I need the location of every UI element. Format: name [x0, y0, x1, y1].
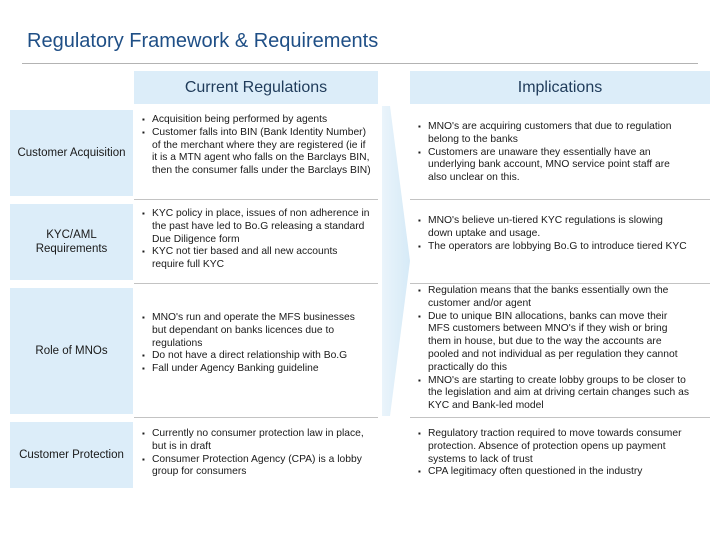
row-label-role-of-mnos: Role of MNOs: [10, 288, 133, 414]
list-item: ▪ Consumer Protection Agency (CPA) is a lobby group for consumers: [142, 453, 362, 478]
list-item: ▪ MNO's are acquiring customers that due to regulation belong to the banks: [418, 121, 672, 145]
chevron-arrow-icon: [382, 106, 410, 416]
list-item: ▪ Customers are unaware they essentially have an underlying bank account, MNO service point staff are also unclear on this.: [418, 146, 670, 184]
row-label-customer-acquisition: Customer Acquisition: [10, 110, 133, 196]
current-cell-customer-acquisition: [142, 114, 372, 178]
list-item: ▪ MNO's are starting to create lobby groups to be closer to the legislation and aim at driving certain changes such as KYC and Bank-led model: [418, 374, 690, 412]
list-item: ▪ Acquisition being performed by agents: [142, 114, 328, 125]
list-item: ▪ MNO's run and operate the MFS businesses but dependant on banks licences due to regulations: [142, 312, 355, 349]
list-item: ▪ Regulatory traction required to move towards consumer protection. Absence of protection opens up payment systems to lack of trust: [418, 428, 682, 465]
implication-cell-customer-acquisition: [418, 121, 690, 185]
row-label-customer-protection: Customer Protection: [10, 422, 133, 488]
row-divider: [134, 199, 378, 200]
list-item: ▪ CPA legitimacy often questioned in the industry: [418, 466, 643, 478]
row-divider: [134, 283, 378, 284]
page-title: Regulatory Framework & Requirements: [27, 30, 379, 52]
current-cell-kyc-aml: [142, 208, 372, 272]
list-item: ▪ KYC not tier based and all new accounts require full KYC: [142, 246, 338, 271]
list-item: ▪ Due to unique BIN allocations, banks can move their MFS customers between MNO's if they wish or bring them in house, but due to the way the accounts are pooled and not individual as per regulation they cannot practically do this: [418, 310, 678, 373]
list-item: ▪ Regulation means that the banks essentially own the customer and/or agent: [418, 285, 669, 309]
list-item: ▪ The operators are lobbying Bo.G to introduce tiered KYC: [418, 240, 687, 252]
implication-cell-kyc-aml: [418, 215, 690, 253]
row-label-kyc-aml: KYC/AML Requirements: [10, 204, 133, 280]
list-item: ▪ Customer falls into BIN (Bank Identity Number) of the merchant where they are registered (ie if it is a MTN agent who falls on the Barclays BIN, then the consumer falls under the Barclays BIN): [142, 126, 371, 177]
list-item: ▪ Currently no consumer protection law in place, but is in draft: [142, 428, 364, 452]
list-item: ▪ KYC policy in place, issues of non adherence in the past have led to Bo.G releasing a standard Due Diligence form: [142, 208, 370, 245]
row-divider: [410, 199, 710, 200]
implication-cell-role-of-mnos: [418, 285, 690, 413]
list-item: ▪ MNO's believe un-tiered KYC regulations is slowing down uptake and usage.: [418, 215, 663, 239]
row-divider: [134, 417, 378, 418]
title-divider: [22, 63, 698, 64]
implication-cell-customer-protection: [418, 428, 690, 479]
list-item: ▪ Fall under Agency Banking guideline: [142, 363, 319, 375]
current-cell-role-of-mnos: [142, 312, 372, 376]
current-regulations-header: Current Regulations: [134, 71, 378, 104]
current-cell-customer-protection: [142, 428, 372, 479]
list-item: ▪ Do not have a direct relationship with Bo.G: [142, 350, 348, 362]
row-divider: [410, 417, 710, 418]
implications-header: Implications: [410, 71, 710, 104]
row-divider: [410, 283, 710, 284]
